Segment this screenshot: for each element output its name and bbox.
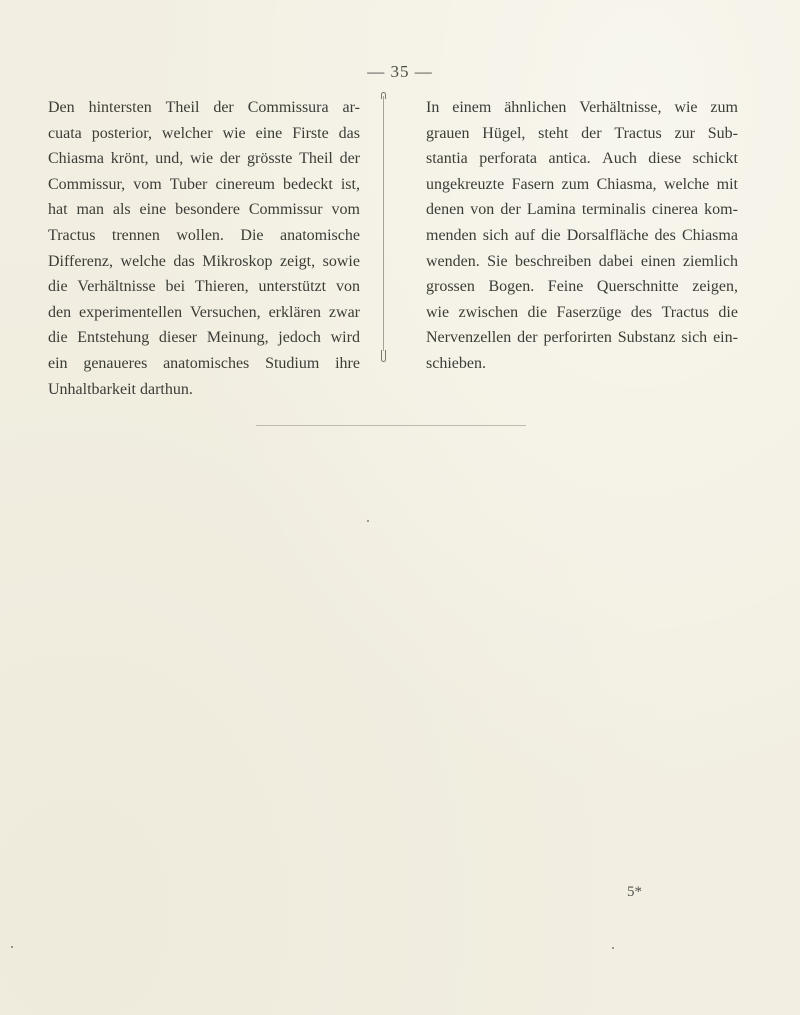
word: Verhältnisse, xyxy=(579,99,662,116)
left-text-column xyxy=(48,95,360,402)
word: Tractus xyxy=(661,303,709,321)
word: genaueres xyxy=(83,354,148,372)
text-line xyxy=(48,172,360,198)
word: Unhaltbarkeit darthun. xyxy=(48,380,193,398)
text-line xyxy=(48,197,360,223)
text-line xyxy=(426,197,738,223)
word: den xyxy=(48,303,72,321)
word: Sub- xyxy=(707,124,738,142)
word: ziemlich xyxy=(682,252,738,270)
word: Chiasma, xyxy=(596,175,657,193)
word: terminalis xyxy=(581,201,646,219)
word: anatomisches xyxy=(163,354,250,372)
text-line xyxy=(48,249,360,275)
word: welche xyxy=(120,252,166,270)
word: perforata xyxy=(479,150,537,168)
word: sich xyxy=(482,226,509,244)
text-line xyxy=(48,223,360,249)
word: die xyxy=(527,303,548,321)
text-line xyxy=(426,274,738,300)
word: Dorsalfläche xyxy=(566,226,649,244)
word: wollen. xyxy=(176,226,224,244)
word: vom xyxy=(133,175,162,193)
text-line xyxy=(426,95,738,121)
text-line xyxy=(48,325,360,351)
word: steht xyxy=(538,124,569,142)
right-text-column xyxy=(426,95,738,377)
word: zwar xyxy=(328,303,360,321)
word: wenden. xyxy=(426,252,480,270)
word: Thieren, xyxy=(194,278,249,296)
text-line xyxy=(48,274,360,300)
word: des xyxy=(630,303,653,321)
word: der xyxy=(581,124,602,142)
word: einem xyxy=(452,99,492,116)
text-line xyxy=(426,172,738,198)
word: bei xyxy=(165,278,186,296)
word: Tuber xyxy=(169,175,208,193)
word: ar- xyxy=(342,99,360,116)
word: Bogen. xyxy=(488,278,535,296)
word: denen xyxy=(426,201,465,219)
word: auf xyxy=(514,226,536,244)
word: ein- xyxy=(713,329,738,347)
word: Lamina xyxy=(526,201,576,219)
word: Sie xyxy=(487,252,508,270)
word: besondere xyxy=(175,201,240,219)
word: bedeckt xyxy=(283,175,333,193)
word: ist, xyxy=(340,175,360,193)
text-line xyxy=(426,351,738,377)
word: beschreiben xyxy=(515,252,592,270)
word: Fasern xyxy=(511,175,555,193)
word: zwischen xyxy=(458,303,519,321)
word: Meinung, xyxy=(206,329,269,347)
word: jedoch xyxy=(278,329,321,347)
printer-signature: 5* xyxy=(627,884,642,900)
text-line xyxy=(48,377,360,403)
text-line xyxy=(426,325,738,351)
word: die xyxy=(48,329,68,347)
word: Differenz, xyxy=(48,252,113,270)
word: sich xyxy=(681,329,708,347)
word: grauen xyxy=(426,124,470,142)
word: Entstehung xyxy=(77,329,150,347)
text-line xyxy=(48,95,360,121)
word: von xyxy=(335,278,360,296)
word: erklären xyxy=(268,303,321,321)
word: anatomische xyxy=(280,226,360,244)
word: Chiasma xyxy=(681,226,738,244)
word: zeigen, xyxy=(692,278,738,296)
word: des xyxy=(654,226,676,244)
word: Versuchen, xyxy=(190,303,261,321)
word: man xyxy=(76,201,104,219)
word: hintersten xyxy=(88,99,152,116)
section-divider xyxy=(256,425,526,426)
word: krönt, xyxy=(110,150,149,168)
paper-speck xyxy=(11,946,13,948)
word: Nervenzellen xyxy=(426,329,512,347)
paper-speck xyxy=(367,520,369,522)
word: Verhältnisse xyxy=(77,278,156,296)
word: hat xyxy=(48,201,68,219)
word: eine xyxy=(139,201,167,219)
word: der xyxy=(517,329,538,347)
word: zum xyxy=(561,175,590,193)
word: stantia xyxy=(426,150,468,168)
word: dabei xyxy=(598,252,634,270)
word: ihre xyxy=(335,354,360,372)
word: ähnlichen xyxy=(504,99,567,116)
word: Auch xyxy=(602,150,637,168)
text-line xyxy=(426,146,738,172)
word: Chiasma xyxy=(48,150,104,168)
word: wie xyxy=(674,99,698,116)
word: ein xyxy=(48,354,68,372)
column-rule-cap-bottom xyxy=(381,350,386,362)
word: Den xyxy=(48,99,75,116)
word: der xyxy=(339,150,360,168)
column-divider xyxy=(383,96,384,351)
word: Substanz xyxy=(617,329,676,347)
word: posterior, xyxy=(91,124,152,142)
word: zur xyxy=(674,124,695,142)
word: dieser xyxy=(158,329,198,347)
word: grossen xyxy=(426,278,475,296)
word: Theil xyxy=(299,150,333,168)
text-line xyxy=(426,223,738,249)
word: unterstützt xyxy=(258,278,327,296)
word: vom xyxy=(331,201,360,219)
word: Tractus xyxy=(48,226,96,244)
word: der xyxy=(219,150,241,168)
word: zum xyxy=(710,99,738,116)
word: cinerea xyxy=(651,201,699,219)
word: sowie xyxy=(322,252,360,270)
word: antica. xyxy=(548,150,591,168)
text-line xyxy=(48,146,360,172)
word: wie xyxy=(222,124,246,142)
word: wie xyxy=(426,303,450,321)
word: als xyxy=(112,201,131,219)
word: die xyxy=(48,278,68,296)
word: Commissur xyxy=(248,201,323,219)
word: schickt xyxy=(692,150,738,168)
word: schieben. xyxy=(426,354,486,372)
text-line xyxy=(426,249,738,275)
word: In xyxy=(426,99,440,116)
word: welche xyxy=(663,175,710,193)
word: wird xyxy=(330,329,360,347)
word: das xyxy=(338,124,360,142)
word: perforirten xyxy=(543,329,612,347)
word: Theil xyxy=(165,99,200,116)
word: Tractus xyxy=(614,124,662,142)
word: cinereum xyxy=(215,175,275,193)
word: Mikroskop xyxy=(202,252,273,270)
paper-speck xyxy=(612,947,614,949)
word: welcher xyxy=(161,124,213,142)
word: der xyxy=(213,99,234,116)
word: Firste xyxy=(292,124,329,142)
word: Commissura xyxy=(247,99,329,116)
word: kom- xyxy=(704,201,738,219)
word: und, xyxy=(155,150,184,168)
text-line xyxy=(48,300,360,326)
word: ungekreuzte xyxy=(426,175,505,193)
word: grösste xyxy=(247,150,293,168)
word: Studium xyxy=(265,354,320,372)
word: mit xyxy=(716,175,738,193)
word: einen xyxy=(640,252,676,270)
word: wie xyxy=(189,150,214,168)
text-line xyxy=(426,300,738,326)
text-line xyxy=(426,121,738,147)
text-line xyxy=(48,121,360,147)
word: Commissur, xyxy=(48,175,126,193)
word: menden xyxy=(426,226,477,244)
word: trennen xyxy=(111,226,160,244)
word: die xyxy=(718,303,738,321)
word: der xyxy=(500,201,521,219)
word: cuata xyxy=(48,124,82,142)
word: die xyxy=(541,226,561,244)
text-line xyxy=(48,351,360,377)
word: experimentellen xyxy=(79,303,183,321)
word: von xyxy=(470,201,495,219)
word: diese xyxy=(648,150,682,168)
word: Faserzüge xyxy=(556,303,622,321)
word: Hügel, xyxy=(482,124,526,142)
word: zeigt, xyxy=(280,252,316,270)
word: das xyxy=(173,252,195,270)
word: Querschnitte xyxy=(596,278,679,296)
word: eine xyxy=(255,124,283,142)
page-number: — 35 — xyxy=(367,62,433,81)
word: Die xyxy=(240,226,264,244)
word: Feine xyxy=(547,278,584,296)
